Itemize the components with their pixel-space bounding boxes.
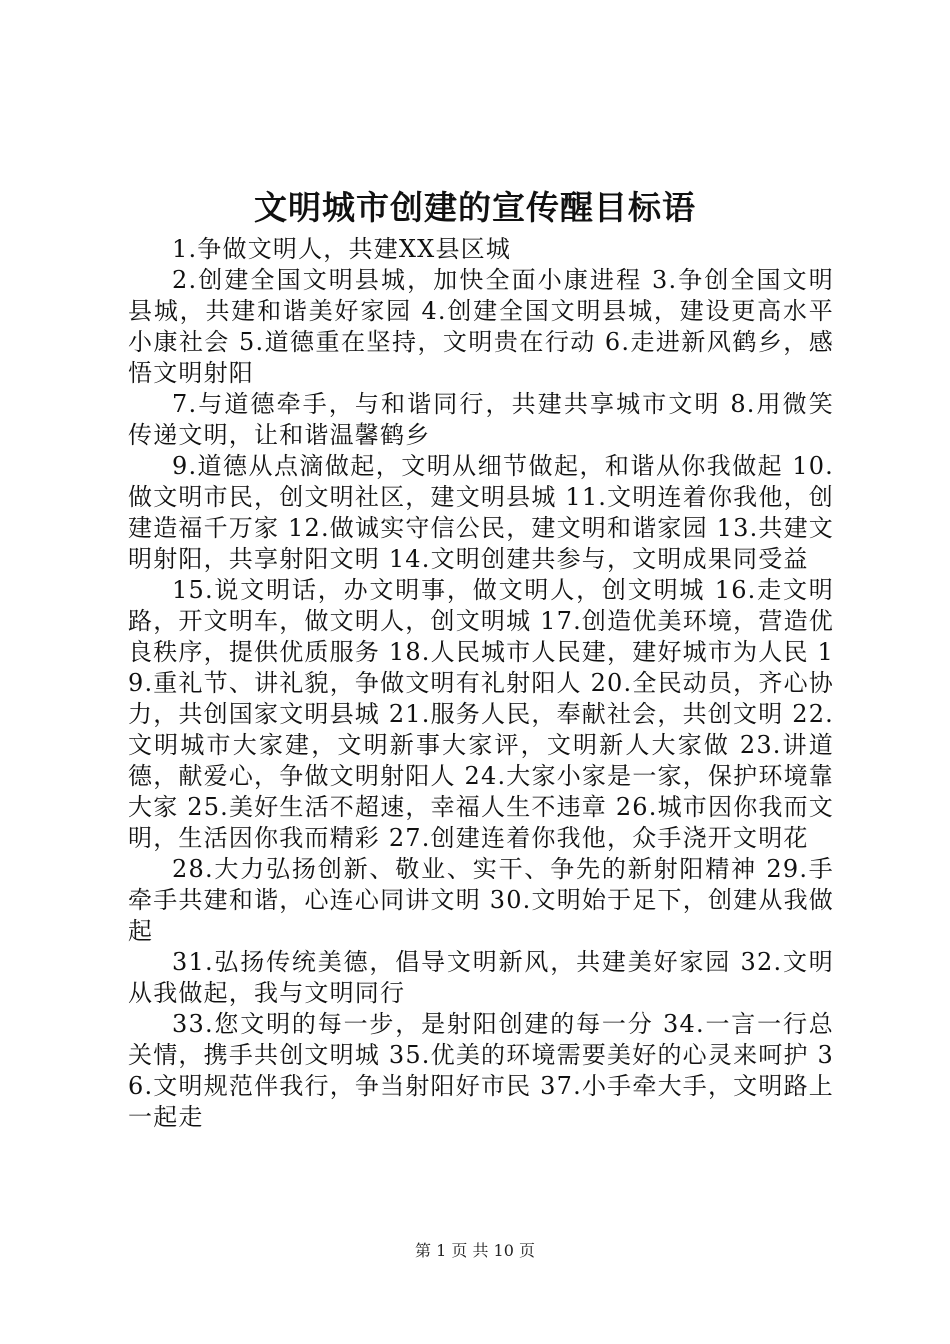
paragraph-1: 1.争做文明人，共建XX县区城 <box>172 235 512 263</box>
paragraph-7: 31.弘扬传统美德，倡导文明新风，共建美好家园 32.文明从我做起，我与文明同行 <box>128 948 834 1007</box>
page-number-footer: 第 1 页 共 10 页 <box>415 1241 535 1260</box>
document-body <box>128 234 834 1133</box>
paragraph-6: 28.大力弘扬创新、敬业、实干、争先的新射阳精神 29.手牵手共建和谐，心连心同讲文明 30.文明始于足下，创建从我做起 <box>128 855 834 945</box>
paragraph-3: 7.与道德牵手，与和谐同行，共建共享城市文明 8.用微笑传递文明，让和谐温馨鹤乡 <box>128 390 834 449</box>
document-title: 文明城市创建的宣传醒目标语 <box>254 188 696 227</box>
paragraph-8: 33.您文明的每一步，是射阳创建的每一分 34.一言一行总关情，携手共创文明城 35.优美的环境需要美好的心灵来呵护 36.文明规范伴我行，争当射阳好市民 37.小手牵大手，文明路上一起走 <box>128 1010 834 1131</box>
paragraph-2: 2.创建全国文明县城，加快全面小康进程 3.争创全国文明县城，共建和谐美好家园 4.创建全国文明县城，建设更高水平小康社会 5.道德重在坚持，文明贵在行动 6.走进新风鹤乡，感悟文明射阳 <box>128 266 834 387</box>
paragraph-5: 15.说文明话，办文明事，做文明人，创文明城 16.走文明路，开文明车，做文明人，创文明城 17.创造优美环境，营造优良秩序，提供优质服务 18.人民城市人民建，建好城市为人民 19.重礼节、讲礼貌，争做文明有礼射阳人 20.全民动员，齐心协力，共创国家文明县城 21.服务人民，奉献社会，共创文明 22.文明城市大家建，文明新事大家评，文明新人大家做 23.讲道德，献爱心，争做文明射阳人 24.大家小家是一家，保护环境靠大家 25.美好生活不超速，幸福人生不违章 26.城市因你我而文明，生活因你我而精彩 27.创建连着你我他，众手浇开文明花 <box>128 576 834 852</box>
paragraph-4: 9.道德从点滴做起，文明从细节做起，和谐从你我做起 10.做文明市民，创文明社区，建文明县城 11.文明连着你我他，创建造福千万家 12.做诚实守信公民，建文明和谐家园 13.共建文明射阳，共享射阳文明 14.文明创建共参与，文明成果同受益 <box>128 452 834 573</box>
